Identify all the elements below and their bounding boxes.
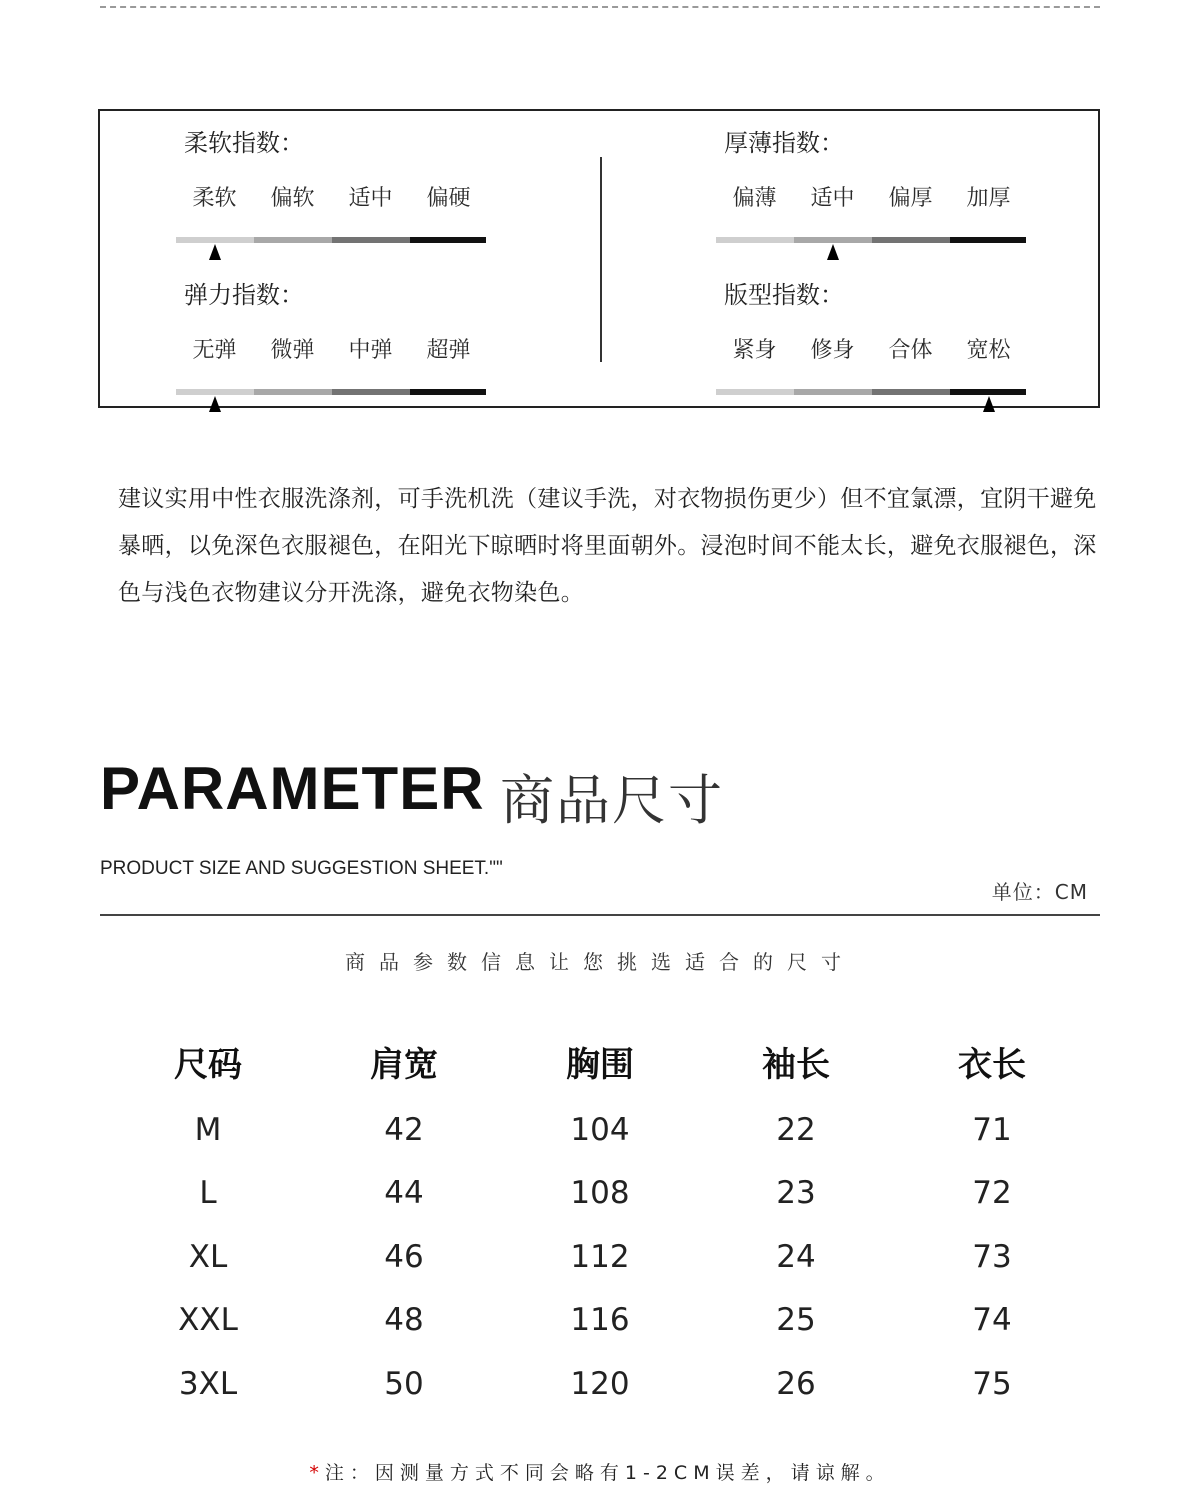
elasticity-index-title: 弹力指数： (184, 281, 304, 309)
panel-center-divider (600, 157, 602, 362)
table-cell: 74 (972, 1302, 1012, 1339)
table-cell: XL (188, 1238, 228, 1275)
elasticity-marker-arrow (209, 396, 221, 412)
table-cell: 116 (570, 1302, 630, 1339)
fit-index (716, 275, 1036, 385)
softness-level-label: 适中 (348, 186, 393, 211)
softness-marker-arrow (209, 244, 221, 260)
scale-segment (794, 237, 872, 243)
table-cell: 3XL (178, 1365, 238, 1402)
scale-segment (332, 389, 410, 395)
scale-segment (950, 389, 1026, 395)
softness-index (176, 123, 496, 233)
fit-marker-arrow (983, 396, 995, 412)
scale-segment (176, 237, 254, 243)
thickness-index-title: 厚薄指数： (724, 129, 844, 157)
table-cell: 46 (384, 1238, 424, 1275)
table-cell: L (199, 1175, 217, 1212)
elasticity-level-label: 中弹 (348, 338, 393, 363)
table-cell: 104 (570, 1111, 630, 1148)
top-dashed-divider (100, 6, 1100, 8)
elasticity-level-label: 无弹 (192, 338, 237, 363)
scale-segment (872, 389, 950, 395)
unit-label: 单位：CM (991, 880, 1088, 904)
table-row (110, 1289, 1090, 1353)
parameter-caption: 商品参数信息让您挑选适合的尺寸 (345, 950, 855, 974)
elasticity-index (176, 275, 496, 385)
thickness-level-labels (716, 181, 1026, 221)
table-cell: 23 (776, 1175, 816, 1212)
table-cell: 50 (384, 1365, 424, 1402)
scale-segment (254, 389, 332, 395)
scale-segment (794, 389, 872, 395)
parameter-subtitle: PRODUCT SIZE AND SUGGESTION SHEET."" (100, 858, 503, 879)
thickness-level-label: 偏薄 (732, 186, 777, 211)
table-row (110, 1352, 1090, 1416)
elasticity-level-label: 微弹 (270, 338, 315, 363)
softness-level-label: 偏硬 (426, 186, 471, 211)
table-cell: 25 (776, 1302, 816, 1339)
table-cell: 71 (972, 1111, 1012, 1148)
fit-level-labels (716, 333, 1026, 373)
scale-segment (950, 237, 1026, 243)
parameter-title-cn: 商品尺寸 (500, 769, 724, 832)
table-cell: 112 (570, 1238, 630, 1275)
table-cell: 24 (776, 1238, 816, 1275)
table-row (110, 1162, 1090, 1226)
care-instructions: 建议实用中性衣服洗涤剂，可手洗机洗（建议手洗，对衣物损伤更少）但不宜氯漂，宜阴干避免暴晒，以免深色衣服褪色，在阳光下晾晒时将里面朝外。浸泡时间不能太长，避免衣服褪色，深色与浅色衣物建议分开洗涤，避免衣物染色。 (118, 486, 1097, 606)
scale-segment (716, 237, 794, 243)
table-cell: M (194, 1111, 222, 1148)
thickness-marker-arrow (827, 244, 839, 260)
table-cell: 48 (384, 1302, 424, 1339)
size-table-header: 胸围 (566, 1044, 634, 1085)
scale-segment (332, 237, 410, 243)
fit-index-title: 版型指数： (724, 281, 844, 309)
thickness-index (716, 123, 1036, 233)
measurement-note-text: 注：因测量方式不同会略有1-2CM误差，请谅解。 (324, 1462, 891, 1484)
fit-level-label: 紧身 (732, 338, 777, 363)
softness-level-label: 偏软 (270, 186, 315, 211)
parameter-title-en: PARAMETER (100, 755, 485, 822)
softness-level-label: 柔软 (192, 186, 237, 211)
table-cell: 42 (384, 1111, 424, 1148)
table-cell: XXL (178, 1302, 238, 1339)
size-table-header: 尺码 (174, 1044, 242, 1085)
thickness-level-label: 加厚 (966, 186, 1011, 211)
softness-index-title: 柔软指数： (184, 129, 304, 157)
table-cell: 120 (570, 1365, 630, 1402)
table-cell: 73 (972, 1238, 1012, 1275)
size-table (110, 1024, 1090, 1416)
thickness-level-label: 偏厚 (888, 186, 933, 211)
table-cell: 108 (570, 1175, 630, 1212)
fabric-index-panel (98, 109, 1100, 408)
size-table-header-row (110, 1024, 1090, 1098)
table-cell: 72 (972, 1175, 1012, 1212)
size-table-header: 袖长 (762, 1044, 830, 1085)
scale-segment (410, 389, 486, 395)
elasticity-scale-bar (176, 389, 486, 395)
scale-segment (176, 389, 254, 395)
softness-scale-bar (176, 237, 486, 243)
table-row (110, 1225, 1090, 1289)
scale-segment (716, 389, 794, 395)
softness-level-labels (176, 181, 486, 221)
size-table-header: 肩宽 (370, 1044, 438, 1085)
elasticity-level-label: 超弹 (426, 338, 471, 363)
parameter-divider (100, 914, 1100, 916)
fit-level-label: 合体 (888, 338, 933, 363)
table-cell: 75 (972, 1365, 1012, 1402)
scale-segment (410, 237, 486, 243)
table-cell: 26 (776, 1365, 816, 1402)
table-cell: 44 (384, 1175, 424, 1212)
size-table-header: 衣长 (958, 1044, 1026, 1085)
thickness-level-label: 适中 (810, 186, 855, 211)
scale-segment (872, 237, 950, 243)
elasticity-level-labels (176, 333, 486, 373)
asterisk-icon: * (309, 1462, 319, 1484)
table-row (110, 1098, 1090, 1162)
fit-level-label: 宽松 (966, 338, 1011, 363)
thickness-scale-bar (716, 237, 1026, 243)
fit-level-label: 修身 (810, 338, 855, 363)
table-cell: 22 (776, 1111, 816, 1148)
fit-scale-bar (716, 389, 1026, 395)
measurement-note (0, 1458, 1200, 1485)
scale-segment (254, 237, 332, 243)
